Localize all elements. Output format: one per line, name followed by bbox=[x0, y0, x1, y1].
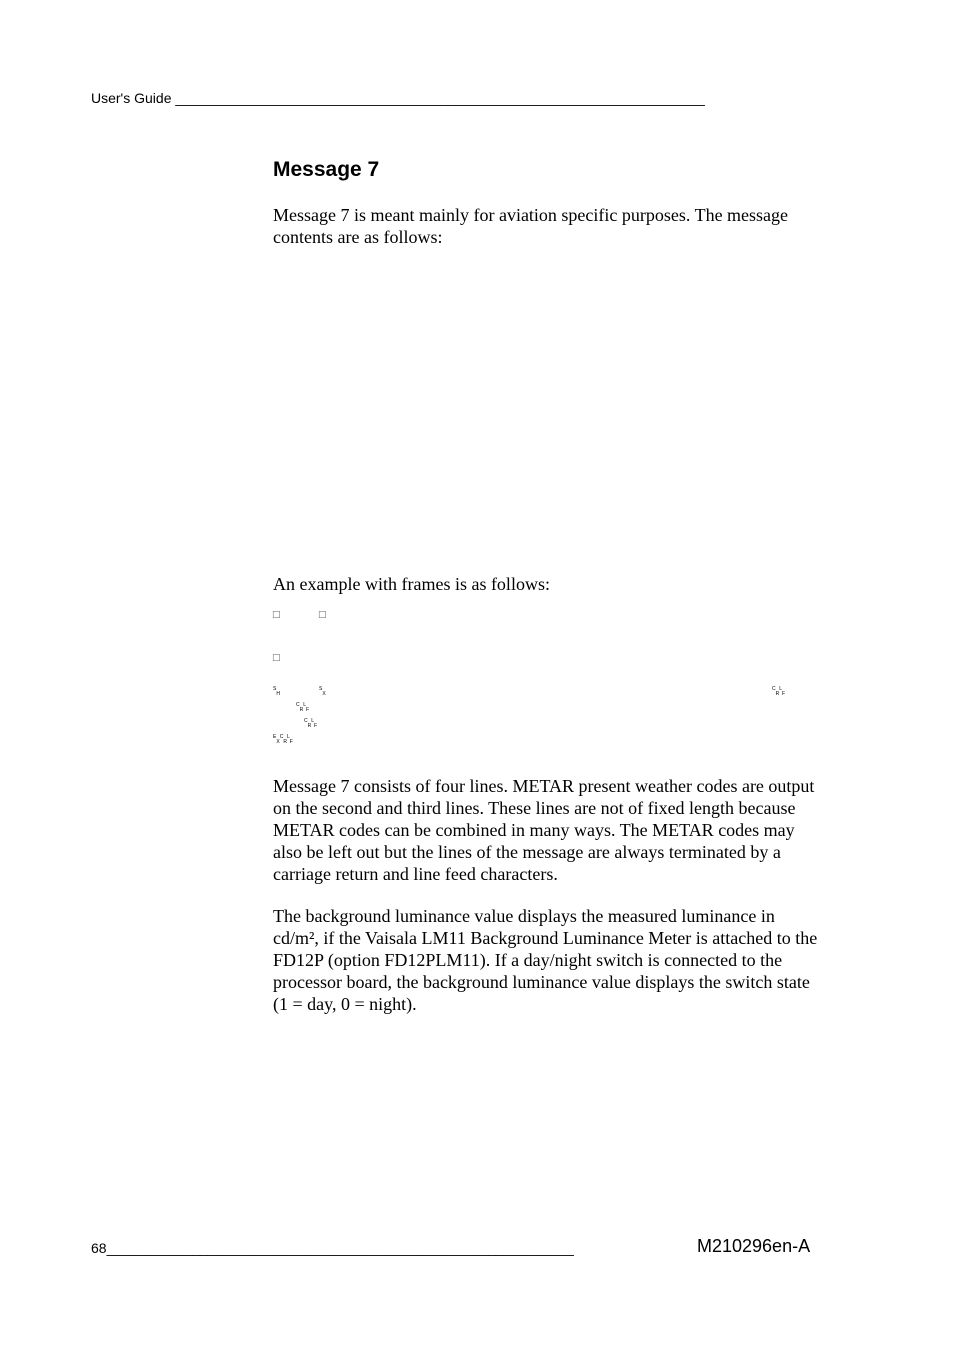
soh-control-char: $^S_H$ bbox=[273, 686, 280, 698]
running-header: User's Guide ____________________________________________________________________ bbox=[91, 90, 705, 106]
etx-crlf-control-chars: $^E_X^C_R^L_F$ bbox=[273, 734, 293, 746]
missing-glyph-box: □ bbox=[318, 610, 327, 620]
missing-glyph-box: □ bbox=[272, 653, 281, 663]
stx-control-char: $^S_X$ bbox=[319, 686, 326, 698]
intro-paragraph: Message 7 is meant mainly for aviation specific purposes. The message contents are as follows: bbox=[273, 205, 789, 247]
footer-rule: ____________________________________________________________ bbox=[106, 1240, 574, 1256]
document-code: M210296en-A bbox=[697, 1236, 811, 1256]
crlf-control-chars: $^C_R^L_F$ bbox=[772, 686, 786, 698]
description-paragraph: Message 7 consists of four lines. METAR present weather codes are output on the second and third lines. These lines are not of fixed length because METAR codes can be combined in many ways. The METAR codes may also be left out but the lines of the message are always terminated by a carriage return and line feed characters. bbox=[273, 776, 815, 884]
page-number: 68 bbox=[91, 1240, 107, 1256]
section-title: Message 7 bbox=[273, 158, 380, 181]
crlf-control-chars: $^C_R^L_F$ bbox=[304, 718, 318, 730]
example-intro: An example with frames is as follows: bbox=[273, 574, 550, 594]
page-footer bbox=[91, 1240, 574, 1256]
crlf-control-chars: $^C_R^L_F$ bbox=[296, 702, 310, 714]
luminance-paragraph: The background luminance value displays the measured luminance in cd/m², if the Vaisala LM11 Background Luminance Meter is attached to the FD12P (option FD12PLM11). If a day/night switch is connected to the processor board, the background luminance value displays the switch state (1 = day, 0 = night). bbox=[273, 906, 818, 1014]
missing-glyph-box: □ bbox=[272, 610, 281, 620]
